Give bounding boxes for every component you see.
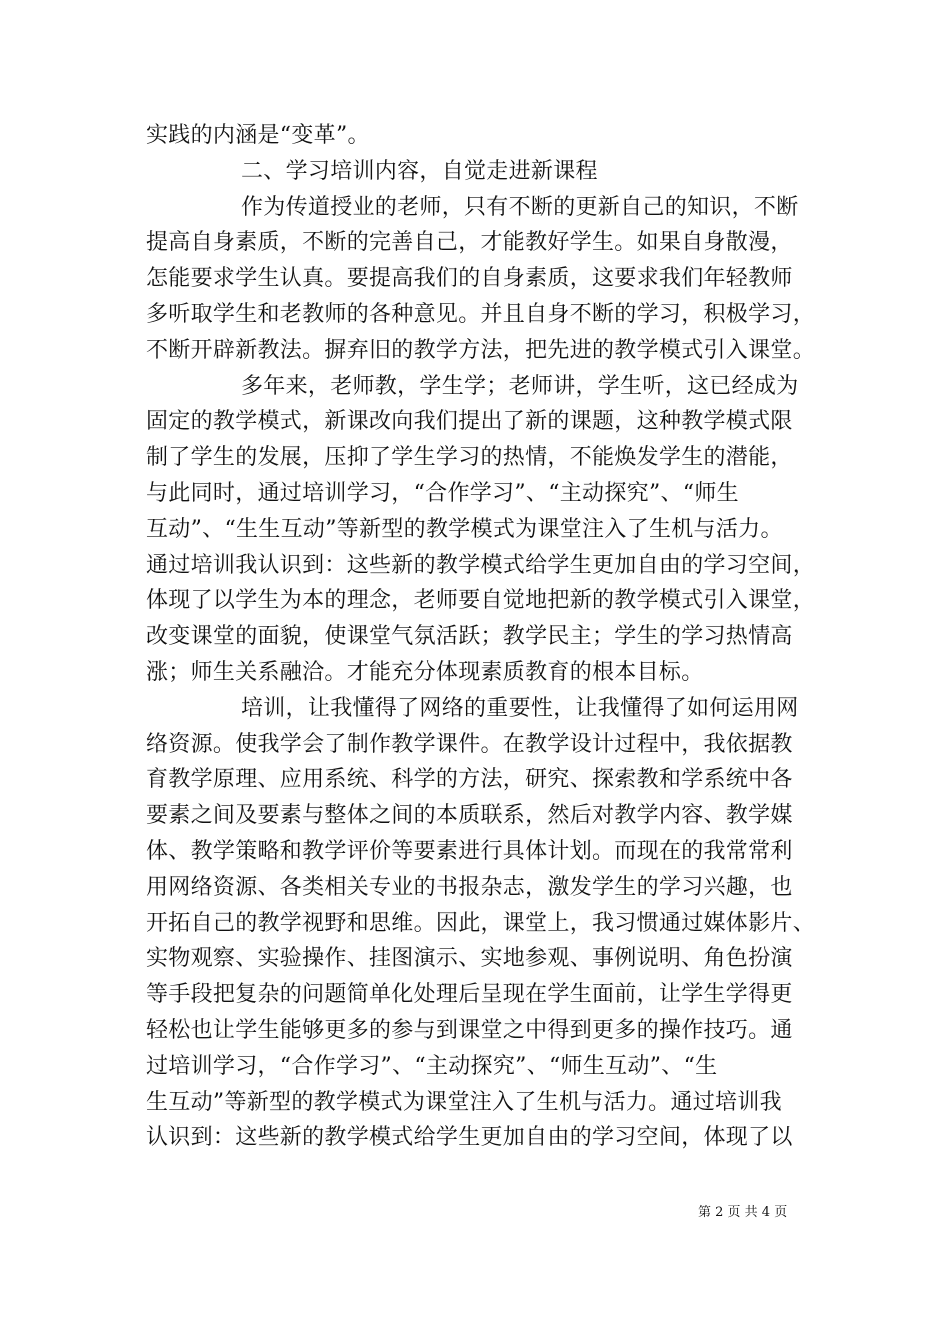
text-line: 通过培训我认识到：这些新的教学模式给学生更加自由的学习空间，: [146, 552, 816, 578]
text-line: 育教学原理、应用系统、科学的方法，研究、探索教和学系统中各: [146, 767, 793, 793]
paragraph-first-line: 多年来，老师教，学生学；老师讲，学生听，这已经成为: [241, 373, 799, 399]
page-number: 第 2 页 共 4 页: [698, 1205, 788, 1220]
text-line: 要素之间及要素与整体之间的本质联系，然后对教学内容、教学媒: [146, 803, 793, 829]
text-line: 实践的内涵是“变革”。: [146, 123, 370, 148]
text-line: 生互动”等新型的教学模式为课堂注入了生机与活力。通过培训我: [146, 1089, 782, 1115]
text-line: 体、教学策略和教学评价等要素进行具体计划。而现在的我常常利: [146, 838, 793, 864]
text-line: 怎能要求学生认真。要提高我们的自身素质，这要求我们年轻教师: [146, 266, 793, 292]
text-line: 制了学生的发展，压抑了学生学习的热情，不能焕发学生的潜能，: [146, 445, 793, 471]
text-line: 认识到：这些新的教学模式给学生更加自由的学习空间，体现了以: [146, 1125, 793, 1151]
text-line: 体现了以学生为本的理念，老师要自觉地把新的教学模式引入课堂，: [146, 588, 816, 614]
text-line: 提高自身素质，不断的完善自己，才能教好学生。如果自身散漫，: [146, 230, 793, 256]
text-line: 互动”、“生生互动”等新型的教学模式为课堂注入了生机与活力。: [146, 516, 783, 542]
text-line: 与此同时，通过培训学习，“合作学习”、“主动探究”、“师生: [146, 480, 739, 506]
text-line: 涨；师生关系融洽。才能充分体现素质教育的根本目标。: [146, 659, 704, 685]
body-text: [146, 118, 826, 1156]
text-line: 络资源。使我学会了制作教学课件。在教学设计过程中，我依据教: [146, 731, 793, 757]
text-line: 不断开辟新教法。摒弃旧的教学方法，把先进的教学模式引入课堂。: [146, 337, 816, 363]
text-line: 实物观察、实验操作、挂图演示、实地参观、事例说明、角色扮演: [146, 946, 793, 972]
paragraph-first-line: 培训，让我懂得了网络的重要性，让我懂得了如何运用网: [241, 695, 799, 721]
text-line: 过培训学习，“合作学习”、“主动探究”、“师生互动”、“生: [146, 1053, 718, 1079]
text-line: 开拓自己的教学视野和思维。因此，课堂上，我习惯通过媒体影片、: [146, 910, 816, 936]
text-line: 多听取学生和老教师的各种意见。并且自身不断的学习，积极学习，: [146, 301, 816, 327]
text-line: 用网络资源、各类相关专业的书报杂志，激发学生的学习兴趣，也: [146, 874, 793, 900]
text-line: 固定的教学模式，新课改向我们提出了新的课题，这种教学模式限: [146, 409, 793, 435]
text-line: 轻松也让学生能够更多的参与到课堂之中得到更多的操作技巧。通: [146, 1017, 793, 1043]
text-line: 改变课堂的面貌，使课堂气氛活跃；教学民主；学生的学习热情高: [146, 624, 793, 650]
text-line: 等手段把复杂的问题简单化处理后呈现在学生面前，让学生学得更: [146, 982, 793, 1008]
paragraph-first-line: 作为传道授业的老师，只有不断的更新自己的知识，不断: [241, 194, 799, 220]
section-heading: 二、学习培训内容，自觉走进新课程: [241, 158, 598, 184]
